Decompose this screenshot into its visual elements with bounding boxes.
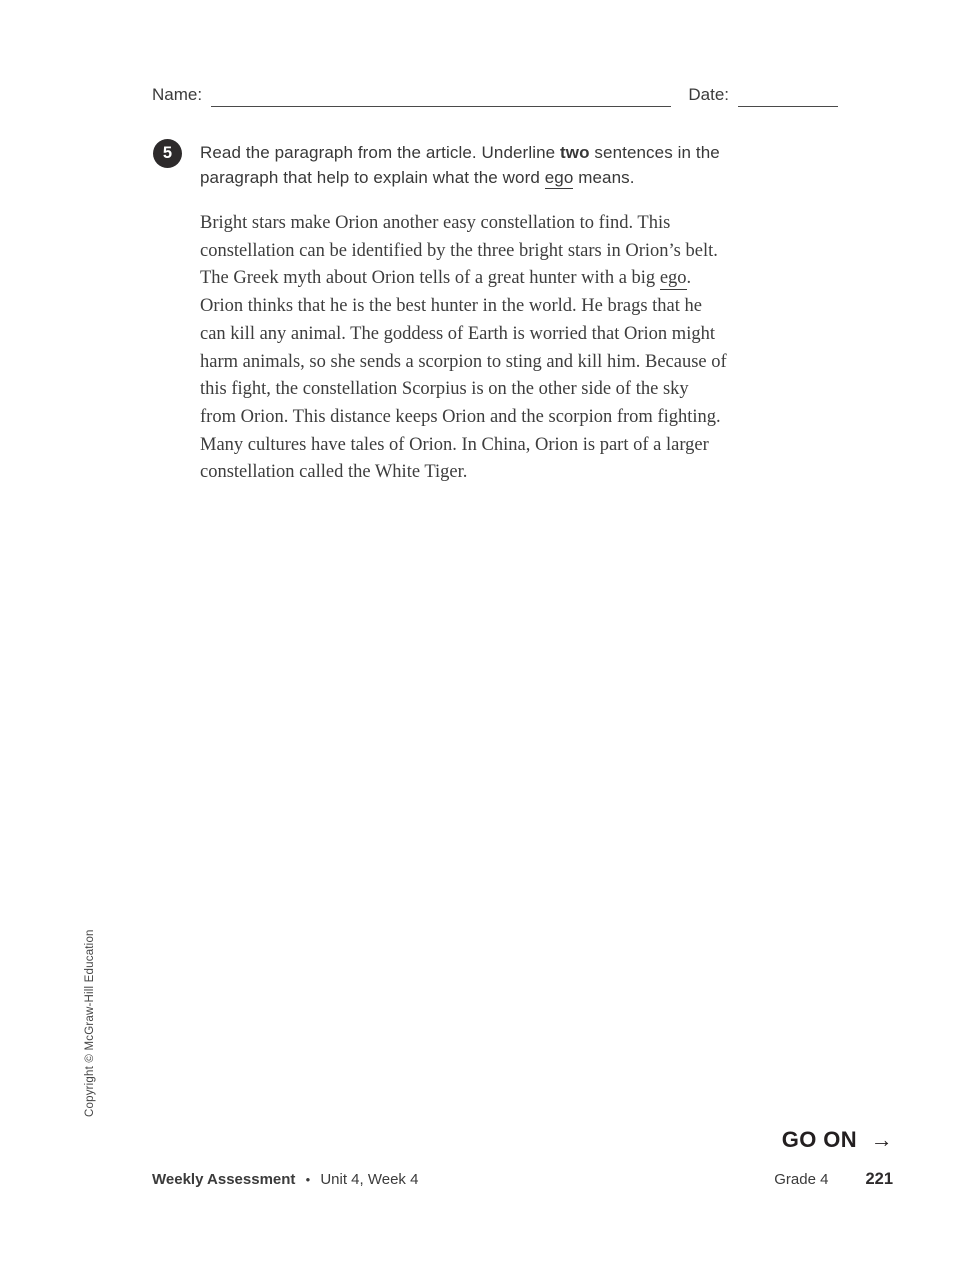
question-number: 5 [162, 144, 173, 162]
go-on-label [782, 1127, 893, 1153]
text-line: from Orion. This distance keeps Orion and the scorpion from fighting. [200, 406, 721, 427]
footer-book-info [152, 1171, 418, 1188]
question-number-badge [153, 139, 182, 168]
page-number: 221 [865, 1170, 893, 1188]
text-line: Read the paragraph from the article. Underline two sentences in the [200, 143, 720, 162]
footer-page-info [774, 1170, 893, 1189]
underlined-word: ego [544, 167, 574, 187]
page-footer [152, 1170, 893, 1189]
text-line: Bright stars make Orion another easy constellation to find. This [200, 213, 671, 233]
underlined-word: ego [659, 268, 687, 289]
name-date-row [152, 85, 838, 107]
passage-paragraph [200, 210, 900, 487]
separator-dot: • [305, 1172, 311, 1187]
copyright-sidebar-text: Copyright © McGraw-Hill Education [84, 929, 96, 1117]
go-on-text: GO ON [781, 1127, 858, 1152]
name-blank-line [211, 86, 671, 107]
text-line: constellation can be identified by the three bright stars in Orion’s belt. [200, 240, 718, 261]
date-label: Date: [688, 85, 729, 104]
date-blank-line [738, 86, 838, 107]
right-arrow-icon: → [870, 1127, 893, 1152]
text-line: constellation called the White Tiger. [200, 462, 468, 483]
text-line: Orion thinks that he is the best hunter in the world. He brags that he [200, 296, 702, 317]
text-line: Many cultures have tales of Orion. In China, Orion is part of a larger [200, 434, 709, 455]
text-line: paragraph that help to explain what the word ego means. [200, 167, 635, 187]
name-label: Name: [152, 85, 203, 104]
text-line: harm animals, so she sends a scorpion to sting and kill him. Because of [200, 351, 727, 372]
text-line: can kill any animal. The goddess of Earth is worried that Orion might [200, 323, 715, 344]
text-line: this fight, the constellation Scorpius is on the other side of the sky [200, 379, 689, 400]
book-title: Weekly Assessment [152, 1171, 296, 1188]
grade-label: Grade 4 [774, 1171, 829, 1188]
question-instruction [200, 141, 860, 190]
text-line: The Greek myth about Orion tells of a great hunter with a big ego. [200, 268, 692, 289]
unit-info: Unit 4, Week 4 [320, 1171, 419, 1188]
